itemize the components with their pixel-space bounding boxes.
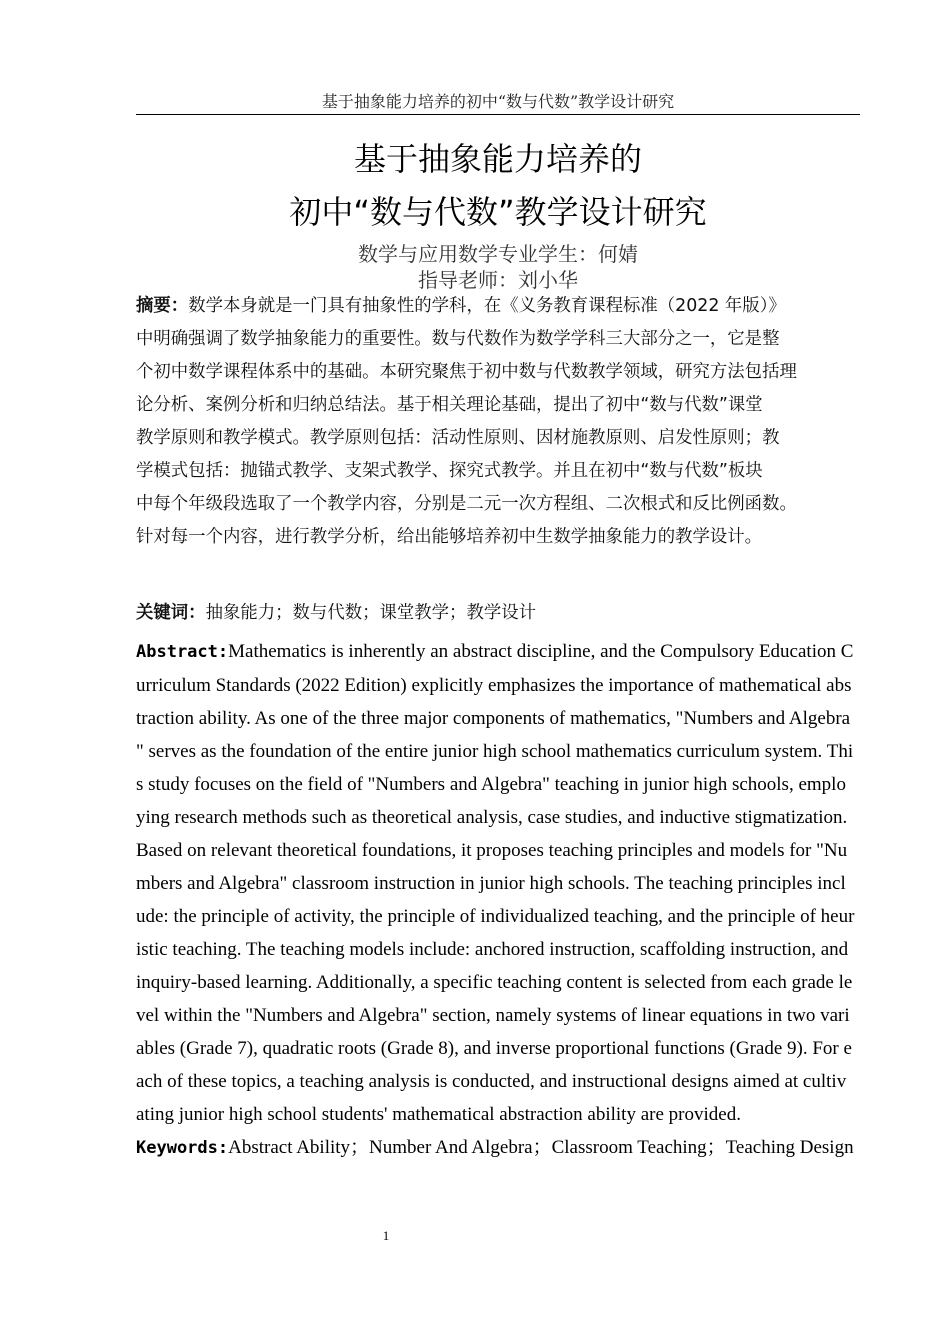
chinese-abstract-line: 针对每一个内容，进行教学分析，给出能够培养初中生数学抽象能力的教学设计。 bbox=[136, 527, 763, 547]
paper-title-line-1: 基于抽象能力培养的 bbox=[353, 140, 642, 178]
english-abstract-line: vel within the "Numbers and Algebra" section, namely systems of linear equations in two vari bbox=[136, 1005, 850, 1026]
english-abstract-line: ating junior high school students' mathematical abstraction ability are provided. bbox=[136, 1104, 741, 1125]
chinese-keywords-label: 关键词： bbox=[136, 603, 206, 623]
student-byline: 数学与应用数学专业学生：何婧 bbox=[358, 242, 638, 266]
chinese-abstract-line: 教学原则和教学模式。教学原则包括：活动性原则、因材施教原则、启发性原则；教 bbox=[136, 428, 780, 448]
english-abstract-line: s study focuses on the field of "Numbers and Algebra" teaching in junior high schools, emplo bbox=[136, 774, 846, 795]
chinese-abstract-line bbox=[136, 290, 860, 323]
chinese-keywords bbox=[136, 599, 860, 627]
chinese-abstract-line: 学模式包括：抛锚式教学、支架式教学、探究式教学。并且在初中“数与代数”板块 bbox=[136, 461, 763, 481]
chinese-abstract bbox=[136, 290, 860, 554]
english-abstract-line: " serves as the foundation of the entire junior high school mathematics curriculum system. Thi bbox=[136, 741, 854, 762]
english-keywords bbox=[136, 1133, 860, 1163]
chinese-abstract-line: 论分析、案例分析和归纳总结法。基于相关理论基础，提出了初中“数与代数”课堂 bbox=[136, 395, 763, 415]
english-abstract-line: urriculum Standards (2022 Edition) explicitly emphasizes the importance of mathematical abs bbox=[136, 675, 852, 696]
english-abstract bbox=[136, 635, 866, 1131]
english-abstract-text: Mathematics is inherently an abstract discipline, and the Compulsory Education C bbox=[228, 641, 854, 662]
chinese-abstract-line: 个初中数学课程体系中的基础。本研究聚焦于初中数与代数教学领域，研究方法包括理 bbox=[136, 362, 797, 382]
english-abstract-label: Abstract: bbox=[136, 642, 229, 662]
english-keywords-label: Keywords: bbox=[136, 1138, 229, 1158]
english-abstract-line: traction ability. As one of the three major components of mathematics, "Numbers and Algebra bbox=[136, 708, 851, 729]
english-keywords-text: Abstract Ability；Number And Algebra；Classroom Teaching；Teaching Design bbox=[228, 1137, 854, 1158]
running-header: 基于抽象能力培养的初中“数与代数”教学设计研究 bbox=[321, 92, 675, 111]
chinese-keywords-text: 抽象能力；数与代数；课堂教学；教学设计 bbox=[205, 603, 537, 623]
english-abstract-line bbox=[136, 635, 866, 669]
english-abstract-line: istic teaching. The teaching models include: anchored instruction, scaffolding instruction, and bbox=[136, 939, 849, 960]
english-abstract-line: inquiry-based learning. Additionally, a specific teaching content is selected from each grade le bbox=[136, 972, 853, 993]
advisor-byline: 指导老师：刘小华 bbox=[418, 268, 578, 292]
chinese-abstract-text: 数学本身就是一门具有抽象性的学科，在《义务教育课程标准（2022 年版）》 bbox=[188, 296, 786, 316]
english-abstract-line: mbers and Algebra" classroom instruction in junior high schools. The teaching principles incl bbox=[136, 873, 846, 894]
english-abstract-line: Based on relevant theoretical foundations, it proposes teaching principles and models for "Nu bbox=[136, 840, 848, 861]
english-abstract-line: ables (Grade 7), quadratic roots (Grade 8), and inverse proportional functions (Grade 9). For e bbox=[136, 1038, 852, 1059]
english-abstract-line: ude: the principle of activity, the principle of individualized teaching, and the principle of heur bbox=[136, 906, 855, 927]
english-abstract-line: ach of these topics, a teaching analysis is conducted, and instructional designs aimed at cultiv bbox=[136, 1071, 847, 1092]
chinese-abstract-label: 摘要： bbox=[136, 296, 189, 316]
english-abstract-line: ying research methods such as theoretical analysis, case studies, and inductive stigmatization. bbox=[136, 807, 848, 828]
paper-title-line-2: 初中“数与代数”教学设计研究 bbox=[289, 193, 707, 231]
header-rule bbox=[136, 114, 860, 115]
page-number: 1 bbox=[382, 1228, 390, 1243]
chinese-abstract-line: 中明确强调了数学抽象能力的重要性。数与代数作为数学学科三大部分之一，它是整 bbox=[136, 329, 780, 349]
chinese-abstract-line: 中每个年级段选取了一个教学内容，分别是二元一次方程组、二次根式和反比例函数。 bbox=[136, 494, 797, 514]
